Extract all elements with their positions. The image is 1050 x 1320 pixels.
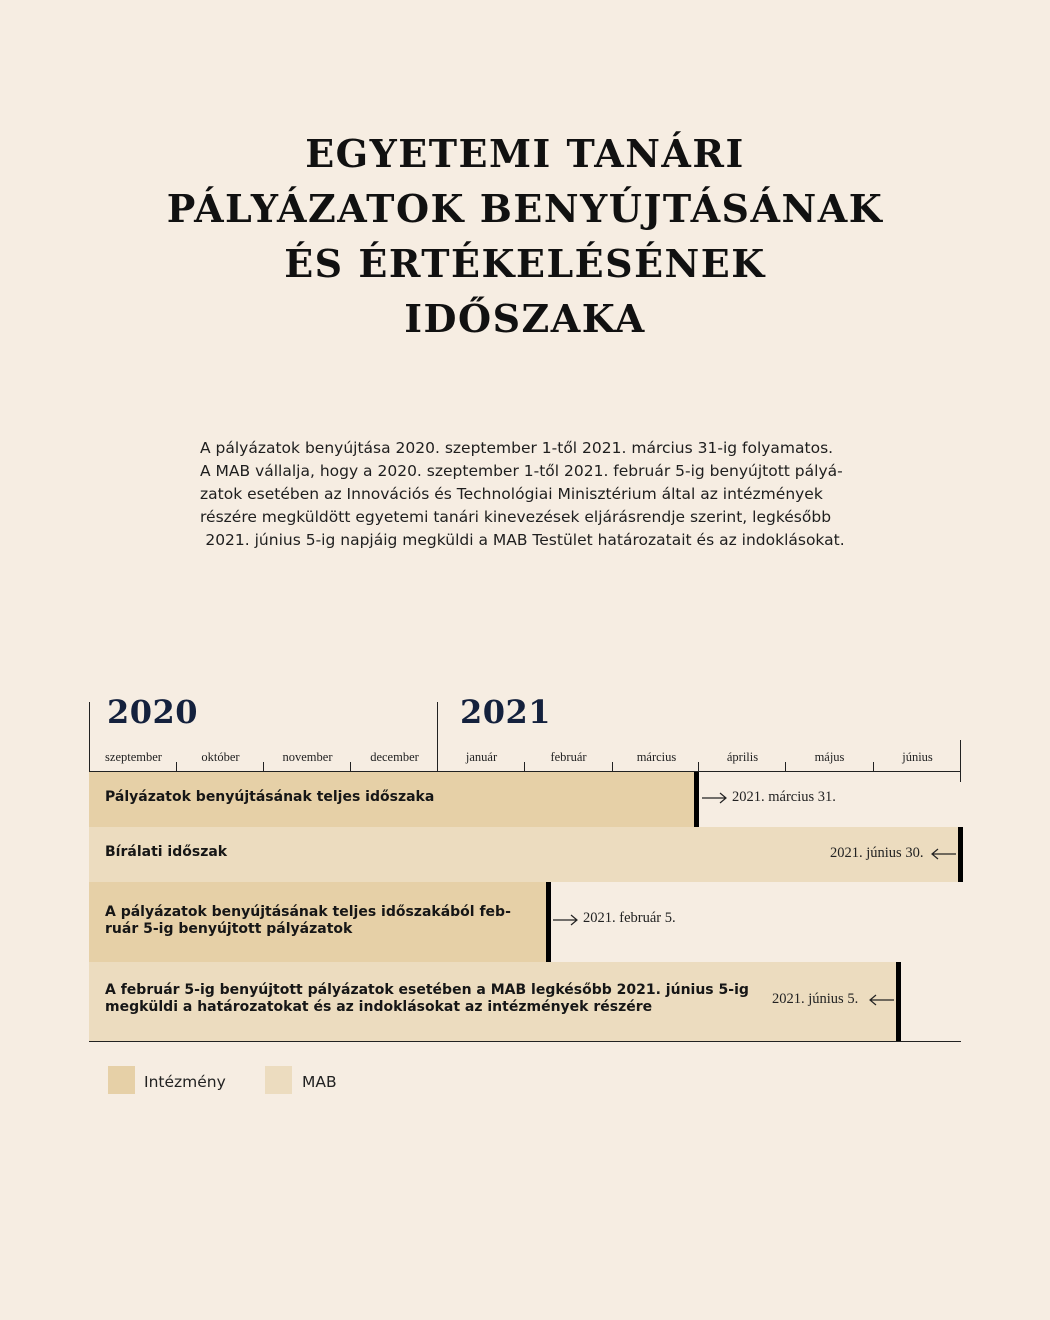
month-tick bbox=[612, 762, 613, 771]
bar-label-line: ruár 5-ig benyújtott pályázatok bbox=[105, 921, 353, 937]
month-label: május bbox=[814, 750, 845, 764]
month-label: november bbox=[282, 750, 333, 764]
end-marker bbox=[958, 827, 963, 882]
month-tick bbox=[350, 762, 351, 771]
end-marker bbox=[546, 882, 551, 962]
year-divider-2020 bbox=[89, 702, 90, 782]
arrow-left-icon bbox=[930, 848, 956, 860]
arrow-left-icon bbox=[868, 994, 894, 1006]
bar-date: 2021. június 30. bbox=[830, 845, 924, 861]
arrow-right-icon bbox=[553, 914, 579, 926]
month-label: október bbox=[201, 750, 240, 764]
arrow-right-icon bbox=[702, 792, 728, 804]
bar-label bbox=[105, 904, 511, 938]
bar-label-line: megküldi a határozatokat és az indoklásokat az intézmények részére bbox=[105, 999, 653, 1015]
month-tick bbox=[698, 762, 699, 771]
bar-date: 2021. június 5. bbox=[772, 991, 859, 1007]
bar-label: Bírálati időszak bbox=[105, 844, 228, 860]
description-line: A pályázatok benyújtása 2020. szeptember 1-től 2021. március 31-ig folyamatos. bbox=[200, 439, 834, 457]
month-label: január bbox=[465, 750, 498, 764]
month-label: február bbox=[550, 750, 587, 764]
month-tick bbox=[524, 762, 525, 771]
page-title bbox=[0, 126, 1050, 346]
end-marker bbox=[896, 962, 901, 1041]
description-line: zatok esetében az Innovációs és Technológiai Minisztérium által az intézmények bbox=[200, 485, 823, 503]
bar-date: 2021. február 5. bbox=[583, 910, 676, 926]
month-label: június bbox=[902, 750, 933, 764]
month-label: szeptember bbox=[105, 750, 162, 764]
title-line: PÁLYÁZATOK BENYÚJTÁSÁNAK bbox=[166, 186, 884, 231]
legend-swatch-institution bbox=[108, 1066, 135, 1094]
month-label: március bbox=[636, 750, 677, 764]
month-label: április bbox=[726, 750, 759, 764]
timeline-bottom-line bbox=[89, 1041, 961, 1042]
legend-swatch-mab bbox=[265, 1066, 292, 1094]
legend-label: MAB bbox=[302, 1073, 337, 1091]
month-tick bbox=[176, 762, 177, 771]
bar-label bbox=[105, 982, 749, 1016]
legend-label: Intézmény bbox=[144, 1073, 226, 1091]
bar-label-line: A pályázatok benyújtásának teljes időszakából feb- bbox=[105, 904, 511, 920]
year-label-2020: 2020 bbox=[107, 693, 199, 731]
description-line: részére megküldött egyetemi tanári kinevezések eljárásrendje szerint, legkésőbb bbox=[200, 508, 832, 526]
description bbox=[200, 437, 850, 552]
month-tick bbox=[785, 762, 786, 771]
year-label-2021: 2021 bbox=[460, 693, 552, 731]
description-line: 2021. június 5-ig napjáig megküldi a MAB Testület határozatait és az indoklásokat. bbox=[205, 531, 845, 549]
title-line: ÉS ÉRTÉKELÉSÉNEK bbox=[284, 241, 766, 286]
end-marker bbox=[694, 772, 699, 827]
month-label: december bbox=[370, 750, 419, 764]
title-line: EGYETEMI TANÁRI bbox=[305, 131, 745, 176]
bar-label: Pályázatok benyújtásának teljes időszaka bbox=[105, 789, 435, 805]
title-line: IDŐSZAKA bbox=[404, 296, 646, 341]
year-divider-2021 bbox=[437, 702, 438, 782]
bar-label-line: A február 5-ig benyújtott pályázatok esetében a MAB legkésőbb 2021. június 5-ig bbox=[105, 982, 749, 998]
month-tick bbox=[263, 762, 264, 771]
bar-date: 2021. március 31. bbox=[732, 789, 836, 805]
description-line: A MAB vállalja, hogy a 2020. szeptember 1-től 2021. február 5-ig benyújtott pályá- bbox=[200, 462, 843, 480]
month-tick bbox=[873, 762, 874, 771]
